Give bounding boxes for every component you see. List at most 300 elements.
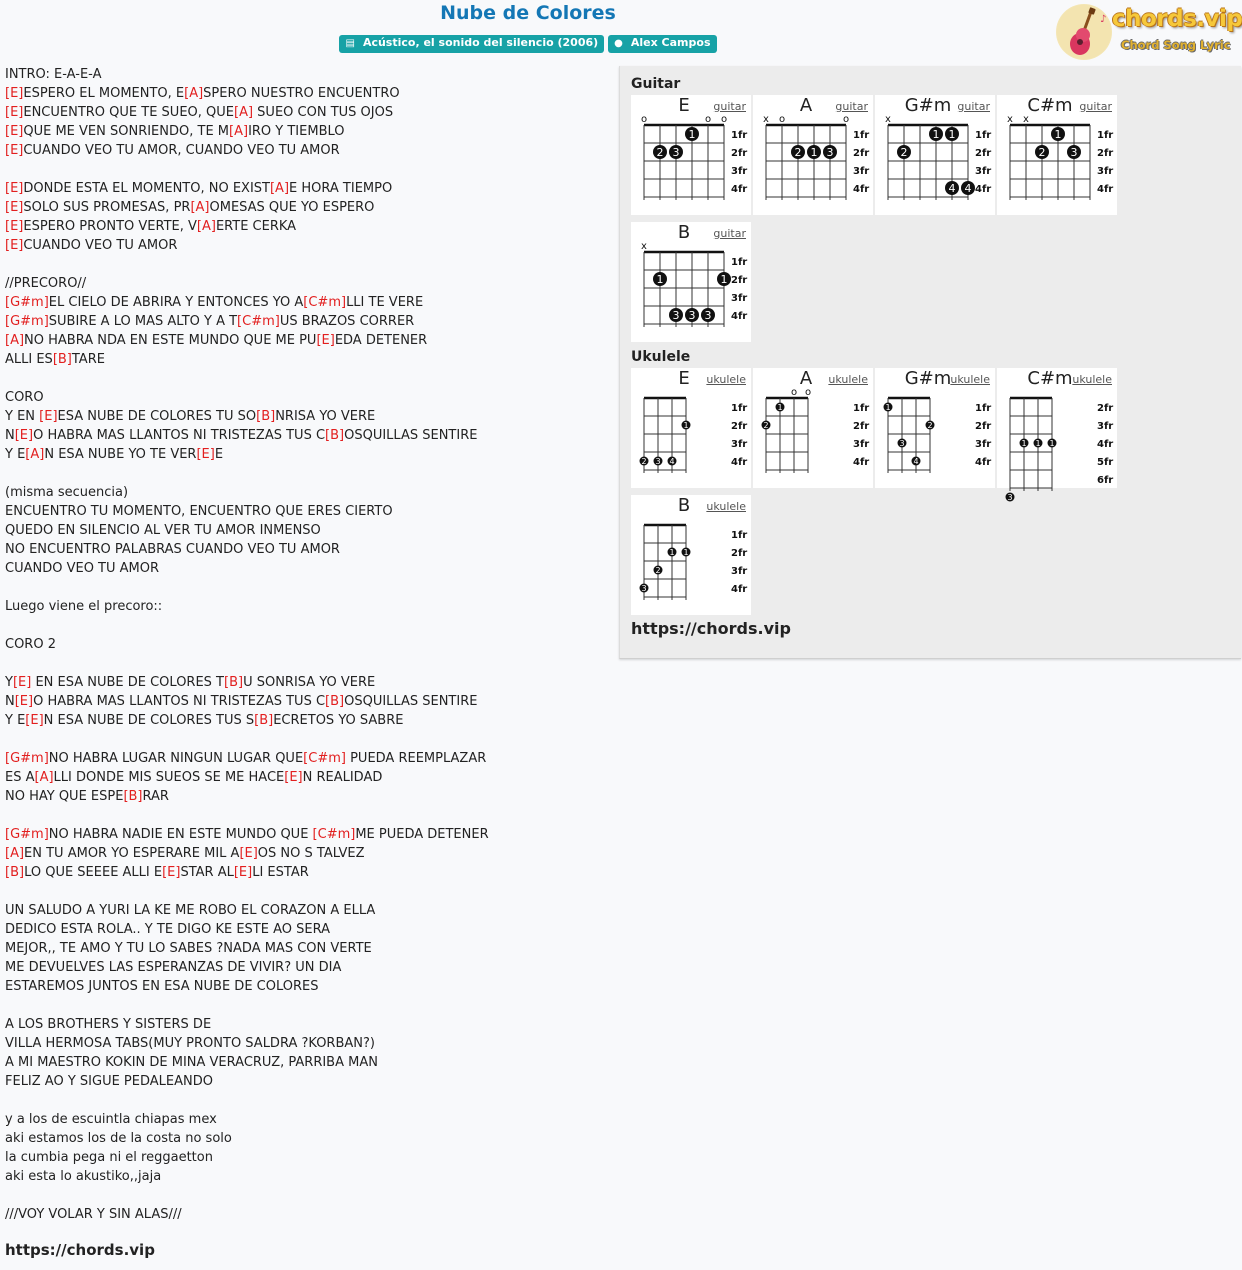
chord-marker[interactable]: [A] [190, 200, 210, 215]
chord-marker[interactable]: [G#m] [5, 827, 49, 842]
fret-label: 4fr [975, 457, 992, 468]
ukulele-chord-diagram-gsharpm[interactable] [875, 368, 995, 488]
instrument-link[interactable]: guitar [1079, 100, 1112, 113]
lyric-text: Y E [5, 447, 26, 462]
lyric-text: LLI DONDE MIS SUEOS SE ME HACE [53, 770, 285, 785]
lyric-line [5, 312, 605, 331]
chord-marker[interactable]: [E] [233, 865, 253, 880]
lyric-text: RAR [142, 789, 169, 804]
lyric-text: LI ESTAR [252, 865, 309, 880]
lyric-text: CORO [5, 390, 44, 405]
lyric-text: CUANDO VEO TU AMOR, CUANDO VEO TU AMOR [23, 143, 340, 158]
lyric-line [5, 1015, 605, 1034]
chord-marker[interactable]: [B] [5, 865, 25, 880]
chord-marker[interactable]: [E] [5, 219, 24, 234]
lyric-text: ME PUEDA DETENER [355, 827, 489, 842]
fret-label: 3fr [975, 166, 992, 177]
lyric-line [5, 863, 605, 882]
chord-marker[interactable]: [E] [39, 409, 58, 424]
lyric-line [5, 768, 605, 787]
chord-marker[interactable]: [B] [256, 409, 276, 424]
guitar-chord-diagram-b[interactable] [631, 222, 751, 342]
open-string-marker: o [842, 114, 850, 125]
chord-name: B [677, 222, 691, 243]
fret-label: 4fr [975, 184, 992, 195]
finger-number: 4 [669, 457, 675, 466]
chord-marker[interactable]: [B] [52, 352, 72, 367]
finger-number: 2 [1038, 146, 1046, 159]
lyric-text: NO HAY QUE ESPE [5, 789, 124, 804]
open-string-marker: o [640, 114, 648, 125]
fret-label: 1fr [731, 403, 748, 414]
open-string-marker: o [790, 387, 798, 398]
muted-string-marker: x [1007, 114, 1013, 125]
fret-label: 5fr [1097, 457, 1114, 468]
open-string-marker: o [720, 114, 728, 125]
lyric-text: NO HABRA NDA EN ESTE MUNDO QUE ME PU [24, 333, 317, 348]
lyric-text: E HORA TIEMPO [289, 181, 393, 196]
lyric-line [5, 844, 605, 863]
lyric-text: Luego viene el precoro:: [5, 599, 163, 614]
lyric-line [5, 274, 605, 293]
lyric-text: ESA NUBE DE COLORES TU SO [57, 409, 257, 424]
chord-name: E [678, 95, 690, 116]
finger-number: 4 [948, 182, 956, 195]
finger-number: 1 [1021, 439, 1027, 448]
chord-marker[interactable]: [C#m] [303, 751, 346, 766]
finger-number: 2 [927, 421, 933, 430]
chord-marker[interactable]: [B] [224, 675, 244, 690]
lyric-text: ESPERO EL MOMENTO, E [23, 86, 185, 101]
lyric-text: Y E [5, 713, 26, 728]
fret-label: 1fr [731, 530, 748, 541]
chord-marker[interactable]: [E] [5, 200, 24, 215]
chord-marker[interactable]: [B] [254, 713, 274, 728]
finger-number: 1 [1054, 128, 1062, 141]
chord-marker[interactable]: [B] [325, 694, 345, 709]
lyric-line [5, 711, 605, 730]
lyric-line [5, 578, 605, 597]
instrument-link[interactable]: guitar [835, 100, 868, 113]
guitar-logo-icon [1056, 4, 1112, 60]
chord-marker[interactable]: [C#m] [237, 314, 280, 329]
lyric-text: N [5, 428, 15, 443]
finger-number: 3 [826, 146, 834, 159]
finger-number: 2 [900, 146, 908, 159]
lyric-text: OSQUILLAS SENTIRE [344, 694, 478, 709]
lyric-text: SOLO SUS PROMESAS, PR [23, 200, 191, 215]
lyric-text: ES A [5, 770, 35, 785]
lyric-line [5, 407, 605, 426]
panel-url[interactable]: https://chords.vip [631, 619, 791, 638]
finger-number: 2 [655, 566, 661, 575]
lyric-text: LLI TE VERE [346, 295, 424, 310]
chord-marker[interactable]: [E] [14, 428, 34, 443]
lyric-text: NO HABRA LUGAR NINGUN LUGAR QUE [48, 751, 304, 766]
fret-label: 4fr [1097, 184, 1114, 195]
lyric-line [5, 1110, 605, 1129]
lyric-text: US BRAZOS CORRER [279, 314, 415, 329]
footer-url[interactable]: https://chords.vip [5, 1241, 155, 1259]
fret-label: 2fr [853, 148, 870, 159]
lyric-text: N [5, 694, 15, 709]
lyric-line [5, 502, 605, 521]
fret-label: 2fr [853, 421, 870, 432]
fret-label: 3fr [731, 439, 748, 450]
lyric-text: O HABRA MAS LLANTOS NI TRISTEZAS TUS C [33, 428, 326, 443]
lyric-text: N ESA NUBE DE COLORES TUS S [43, 713, 255, 728]
lyric-text: A MI MAESTRO KOKIN DE MINA VERACRUZ, PARRIBA MAN [5, 1055, 378, 1070]
finger-number: 3 [672, 309, 680, 322]
lyric-text: ///VOY VOLAR Y SIN ALAS/// [5, 1207, 182, 1222]
lyric-line [5, 996, 605, 1015]
fret-label: 2fr [1097, 148, 1114, 159]
lyric-text: OMESAS QUE YO ESPERO [209, 200, 375, 215]
fret-label: 2fr [731, 548, 748, 559]
fret-label: 1fr [975, 403, 992, 414]
chord-marker[interactable]: [E] [5, 181, 24, 196]
lyric-line [5, 84, 605, 103]
chord-marker[interactable]: [A] [34, 770, 54, 785]
lyric-text: QUEDO EN SILENCIO AL VER TU AMOR INMENSO [5, 523, 321, 538]
chord-name: C#m [1027, 95, 1073, 116]
lyric-line [5, 1148, 605, 1167]
fret-label: 4fr [853, 457, 870, 468]
finger-number: 1 [669, 548, 675, 557]
fret-label: 4fr [731, 311, 748, 322]
finger-number: 4 [913, 457, 919, 466]
chord-marker[interactable]: [G#m] [5, 295, 49, 310]
fret-label: 1fr [853, 130, 870, 141]
fret-label: 4fr [853, 184, 870, 195]
fret-label: 2fr [1097, 403, 1114, 414]
fret-label: 1fr [1097, 130, 1114, 141]
chord-marker[interactable]: [E] [25, 713, 44, 728]
chord-marker[interactable]: [C#m] [303, 295, 347, 310]
finger-number: 1 [656, 273, 664, 286]
fret-label: 3fr [731, 166, 748, 177]
lyric-line [5, 559, 605, 578]
lyric-text: ME DEVUELVES LAS ESPERANZAS DE VIVIR? UN DIA [5, 960, 342, 975]
chord-marker[interactable]: [E] [239, 846, 258, 861]
lyric-line [5, 825, 605, 844]
chord-marker[interactable]: [B] [325, 428, 345, 443]
lyric-text: SUEO CON TUS OJOS [253, 105, 394, 120]
chord-marker[interactable]: [E] [162, 865, 181, 880]
lyric-line [5, 122, 605, 141]
chord-marker[interactable]: [A] [196, 219, 216, 234]
fret-label: 3fr [853, 439, 870, 450]
lyric-text: CORO 2 [5, 637, 56, 652]
chord-marker[interactable]: [A] [269, 181, 290, 196]
fret-label: 4fr [731, 457, 748, 468]
fret-label: 1fr [975, 130, 992, 141]
fret-label: 4fr [731, 584, 748, 595]
chord-marker[interactable]: [E] [316, 333, 335, 348]
lyric-line [5, 616, 605, 635]
lyric-text: DONDE ESTA EL MOMENTO, NO EXIST [23, 181, 270, 196]
chord-marker[interactable]: [E] [5, 143, 24, 158]
site-logo[interactable] [1054, 2, 1240, 64]
chord-marker[interactable]: [A] [25, 447, 45, 462]
artist-badge[interactable] [608, 35, 716, 53]
chord-marker[interactable]: [E] [284, 770, 303, 785]
lyric-text: LO QUE SEEEE ALLI E [24, 865, 163, 880]
lyric-line [5, 673, 605, 692]
muted-string-marker: x [763, 114, 769, 125]
lyric-line [5, 236, 605, 255]
fret-label: 2fr [731, 421, 748, 432]
lyric-text: E [214, 447, 224, 462]
finger-number: 2 [641, 457, 647, 466]
fret-label: 2fr [975, 148, 992, 159]
instrument-link[interactable]: ukulele [828, 373, 868, 386]
lyric-text: EL CIELO DE ABRIRA Y ENTONCES YO A [48, 295, 304, 310]
lyric-text: OSQUILLAS SENTIRE [344, 428, 478, 443]
lyric-line [5, 65, 605, 84]
lyric-text: VILLA HERMOSA TABS(MUY PRONTO SALDRA ?KORBAN?) [5, 1036, 375, 1051]
lyric-text: NO ENCUENTRO PALABRAS CUANDO VEO TU AMOR [5, 542, 340, 557]
finger-number: 1 [688, 128, 696, 141]
logo-wordmark: chords.vip [1112, 6, 1242, 32]
lyric-text: ESTAREMOS JUNTOS EN ESA NUBE DE COLORES [5, 979, 319, 994]
lyric-text: Y [5, 675, 13, 690]
lyric-line [5, 426, 605, 445]
fret-label: 3fr [853, 166, 870, 177]
finger-number: 1 [683, 421, 689, 430]
lyric-text: ERTE CERKA [215, 219, 297, 234]
fret-label: 1fr [731, 130, 748, 141]
chord-marker[interactable]: [E] [5, 238, 24, 253]
lyric-line [5, 103, 605, 122]
fret-label: 4fr [731, 184, 748, 195]
finger-number: 1 [720, 273, 728, 286]
lyric-text: DEDICO ESTA ROLA.. Y TE DIGO KE ESTE AO SERA [5, 922, 330, 937]
instrument-link[interactable]: ukulele [1072, 373, 1112, 386]
lyric-text: (misma secuencia) [5, 485, 129, 500]
chord-name: G#m [904, 368, 952, 389]
open-string-marker: o [704, 114, 712, 125]
lyric-text: FELIZ AO Y SIGUE PEDALEANDO [5, 1074, 213, 1089]
finger-number: 1 [932, 128, 940, 141]
chord-name: B [677, 495, 691, 516]
finger-number: 3 [672, 146, 680, 159]
finger-number: 2 [656, 146, 664, 159]
finger-number: 1 [810, 146, 818, 159]
guitar-chord-diagram-gsharpm[interactable] [875, 95, 995, 215]
lyric-line [5, 787, 605, 806]
fret-label: 3fr [731, 566, 748, 577]
lyric-line [5, 1167, 605, 1186]
finger-number: 3 [899, 439, 905, 448]
lyric-text: QUE ME VEN SONRIENDO, TE M [23, 124, 230, 139]
lyric-line [5, 331, 605, 350]
artist-badge-label: Alex Campos [630, 36, 711, 49]
lyric-text: CUANDO VEO TU AMOR [5, 561, 160, 576]
lyric-text: STAR AL [180, 865, 234, 880]
fret-label: 3fr [731, 293, 748, 304]
chord-diagram-panel [619, 66, 1241, 659]
finger-number: 1 [1035, 439, 1041, 448]
chord-marker[interactable]: [A] [229, 124, 249, 139]
lyric-line [5, 521, 605, 540]
lyric-line [5, 445, 605, 464]
lyric-line [5, 1091, 605, 1110]
finger-number: 3 [1070, 146, 1078, 159]
lyric-text: ALLI ES [5, 352, 53, 367]
fret-label: 1fr [853, 403, 870, 414]
lyric-text: N ESA NUBE YO TE VER [44, 447, 197, 462]
lyric-line [5, 730, 605, 749]
lyric-line [5, 1053, 605, 1072]
lyric-line [5, 293, 605, 312]
fret-label: 6fr [1097, 475, 1114, 486]
lyric-text: UN SALUDO A YURI LA KE ME ROBO EL CORAZON A ELLA [5, 903, 376, 918]
fret-label: 3fr [1097, 166, 1114, 177]
lyric-text: N REALIDAD [302, 770, 383, 785]
lyric-text: EDA DETENER [334, 333, 428, 348]
lyric-line [5, 369, 605, 388]
lyric-text: SUBIRE A LO MAS ALTO Y A T [48, 314, 238, 329]
chord-marker[interactable]: [E] [14, 694, 34, 709]
lyric-text: OS NO S TALVEZ [257, 846, 365, 861]
lyric-line [5, 882, 605, 901]
logo-tagline: Chord Song Lyric [1121, 38, 1231, 52]
ukulele-section-label: Ukulele [631, 349, 691, 365]
chord-marker[interactable]: [E] [12, 675, 32, 690]
finger-number: 3 [688, 309, 696, 322]
svg-text:♪: ♪ [1100, 14, 1107, 25]
instrument-link[interactable]: ukulele [706, 500, 746, 513]
song-badges [0, 35, 1056, 53]
lyric-text: IRO Y TIEMBLO [248, 124, 345, 139]
ukulele-chord-diagram-e[interactable] [631, 368, 751, 488]
finger-number: 1 [1049, 439, 1055, 448]
chord-marker[interactable]: [E] [5, 105, 24, 120]
chord-marker[interactable]: [C#m] [312, 827, 356, 842]
finger-number: 2 [794, 146, 802, 159]
fret-label: 4fr [1097, 439, 1114, 450]
chord-marker[interactable]: [B] [123, 789, 143, 804]
fret-label: 3fr [975, 439, 992, 450]
finger-number: 1 [777, 403, 783, 412]
instrument-link[interactable]: ukulele [950, 373, 990, 386]
lyric-text: ESPERO PRONTO VERTE, V [23, 219, 197, 234]
chord-marker[interactable]: [G#m] [5, 751, 49, 766]
lyric-text: PUEDA REEMPLAZAR [345, 751, 487, 766]
chord-marker[interactable]: [A] [5, 333, 25, 348]
finger-number: 1 [683, 548, 689, 557]
user-icon: ● [614, 38, 623, 49]
chord-name: G#m [904, 95, 952, 116]
finger-number: 1 [885, 403, 891, 412]
finger-number: 3 [1007, 493, 1013, 502]
lyric-line [5, 160, 605, 179]
ukulele-chord-diagram-csharpm[interactable] [997, 368, 1117, 502]
guitar-chord-diagram-csharpm[interactable] [997, 95, 1117, 215]
lyric-line [5, 179, 605, 198]
chord-marker[interactable]: [E] [5, 124, 24, 139]
finger-number: 2 [763, 421, 769, 430]
album-badge-label: Acústico, el sonido del silencio (2006) [362, 36, 599, 49]
album-badge[interactable] [339, 35, 604, 53]
lyric-line [5, 217, 605, 236]
lyric-line [5, 977, 605, 996]
chord-name: A [799, 368, 813, 389]
muted-string-marker: x [885, 114, 891, 125]
chord-marker[interactable]: [E] [196, 447, 215, 462]
song-title: Nube de Colores [440, 2, 616, 24]
chord-marker[interactable]: [A] [5, 846, 25, 861]
lyric-text: TARE [71, 352, 105, 367]
lyric-line [5, 464, 605, 483]
lyric-text: MEJOR,, TE AMO Y TU LO SABES ?NADA MAS CON VERTE [5, 941, 372, 956]
lyric-text: //PRECORO// [5, 276, 87, 291]
lyric-text: aki esta lo akustiko,,jaja [5, 1169, 162, 1184]
guitar-chord-diagram-a[interactable] [753, 95, 873, 215]
ukulele-chord-diagram-b[interactable] [631, 495, 751, 615]
instrument-link[interactable]: ukulele [706, 373, 746, 386]
lyric-line [5, 654, 605, 673]
lyrics-body [5, 65, 605, 1224]
lyric-text: la cumbia pega ni el reggaetton [5, 1150, 213, 1165]
finger-number: 4 [964, 182, 972, 195]
lyric-text: Y EN [5, 409, 40, 424]
finger-number: 3 [655, 457, 661, 466]
lyric-text: U SONRISA YO VERE [243, 675, 376, 690]
ukulele-chord-diagram-a[interactable] [753, 368, 873, 488]
muted-string-marker: x [641, 241, 647, 252]
lyric-text: ECRETOS YO SABRE [273, 713, 404, 728]
lyric-line [5, 806, 605, 825]
lyric-line [5, 255, 605, 274]
lyric-text: NO HABRA NADIE EN ESTE MUNDO QUE [48, 827, 313, 842]
lyric-line [5, 198, 605, 217]
lyric-text: INTRO: E-A-E-A [5, 67, 102, 82]
chord-name: C#m [1027, 368, 1073, 389]
lyric-line [5, 388, 605, 407]
instrument-link[interactable]: guitar [957, 100, 990, 113]
fret-label: 2fr [731, 275, 748, 286]
finger-number: 3 [641, 584, 647, 593]
lyric-text: NRISA YO VERE [275, 409, 376, 424]
chord-name: E [678, 368, 690, 389]
chord-name: A [799, 95, 813, 116]
guitar-chord-diagram-e[interactable] [631, 95, 751, 215]
lyric-text: EN ESA NUBE DE COLORES T [31, 675, 225, 690]
open-string-marker: o [804, 387, 812, 398]
lyric-text: O HABRA MAS LLANTOS NI TRISTEZAS TUS C [33, 694, 326, 709]
instrument-link[interactable]: guitar [713, 227, 746, 240]
lyric-text: A LOS BROTHERS Y SISTERS DE [5, 1017, 212, 1032]
lyric-text: y a los de escuintla chiapas mex [5, 1112, 217, 1127]
lyric-line [5, 141, 605, 160]
lyric-line [5, 1186, 605, 1205]
fret-label: 1fr [731, 257, 748, 268]
finger-number: 3 [704, 309, 712, 322]
lyric-text: ENCUENTRO QUE TE SUEO, QUE [23, 105, 234, 120]
lyric-text: ENCUENTRO TU MOMENTO, ENCUENTRO QUE ERES CIERTO [5, 504, 393, 519]
chord-marker[interactable]: [A] [234, 105, 254, 120]
lyric-text: aki estamos los de la costa no solo [5, 1131, 232, 1146]
chord-marker[interactable]: [E] [5, 86, 24, 101]
lyric-text: EN TU AMOR YO ESPERARE MIL A [24, 846, 240, 861]
chord-marker[interactable]: [G#m] [5, 314, 49, 329]
lyric-line [5, 958, 605, 977]
instrument-link[interactable]: guitar [713, 100, 746, 113]
chord-marker[interactable]: [A] [184, 86, 204, 101]
lyric-line [5, 1072, 605, 1091]
